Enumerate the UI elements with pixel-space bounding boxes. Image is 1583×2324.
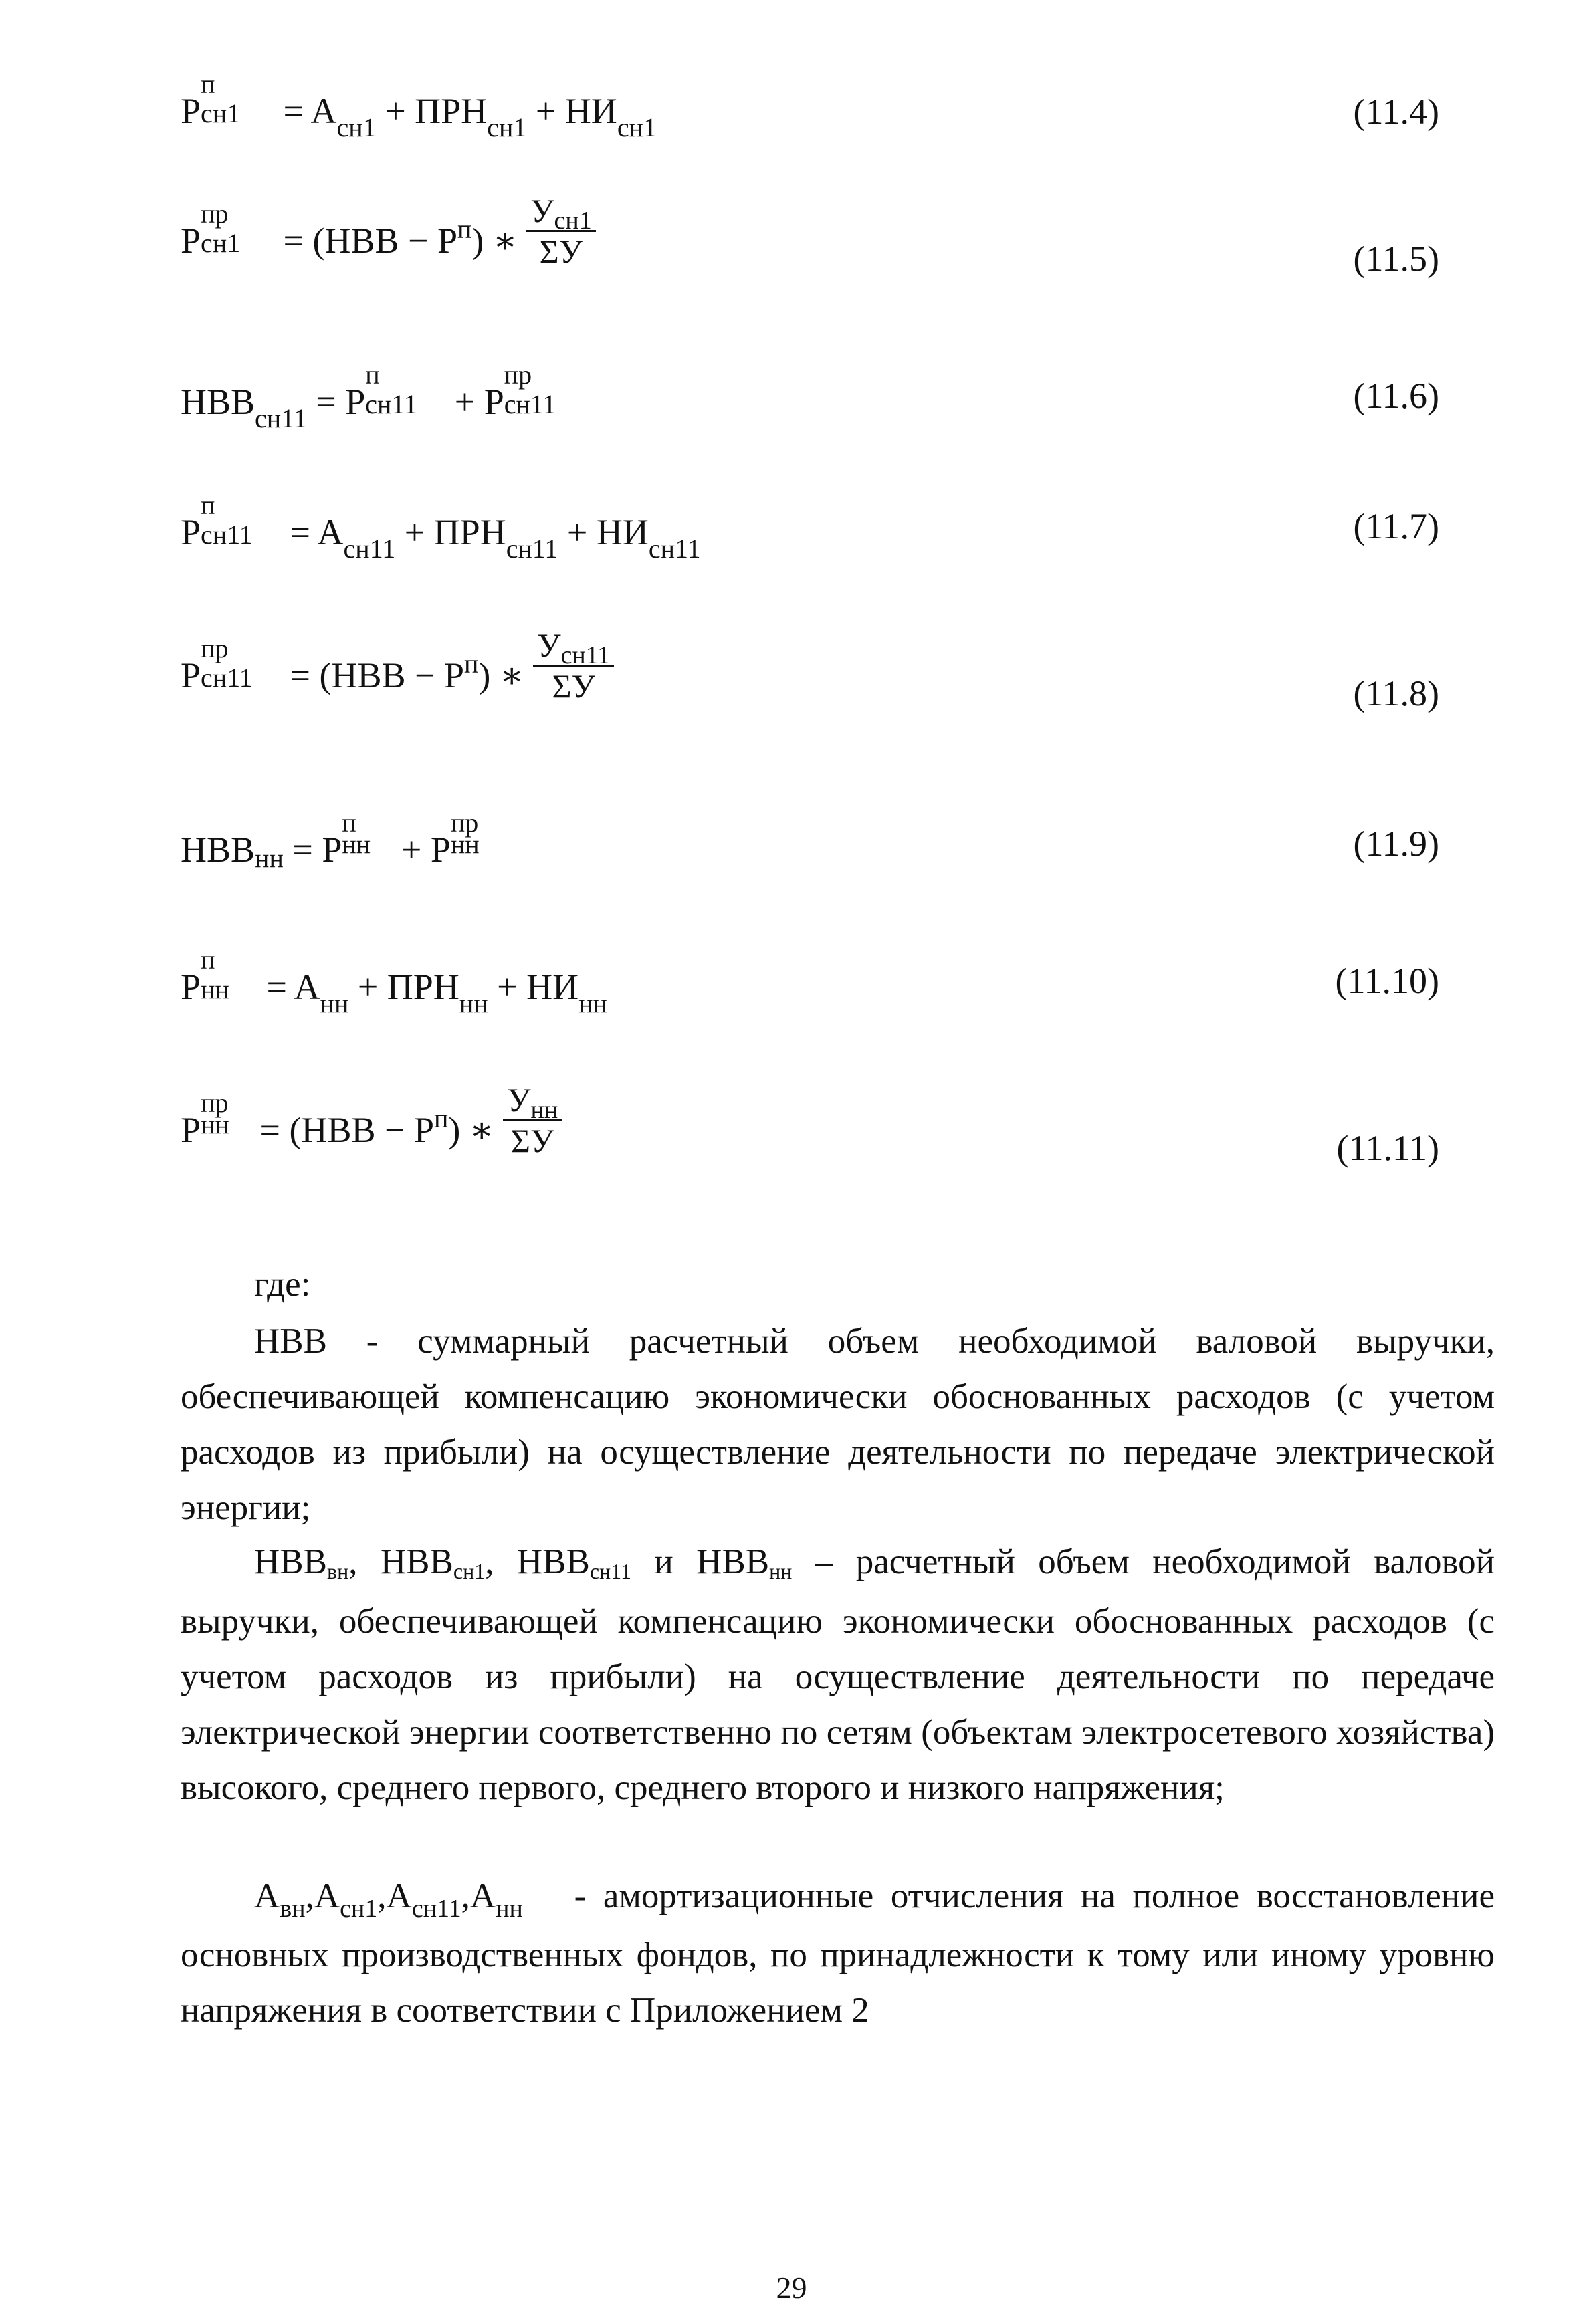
term-nvv: НВВ -: [254, 1322, 379, 1361]
where-label: где:: [254, 1265, 311, 1304]
equation-11-4: P п сн1 = $A_{сн1} + ПРН_{сн1} + НИ_{сн1}$: [181, 69, 657, 142]
equation-11-10: P п нн = $A_{нн} + ПРН_{нн} + НИ_{нн}$: [181, 945, 607, 1018]
paragraph-amortization: [181, 1869, 1495, 2039]
equation-11-6: $НВВ_{сн11} = P$ п сн11 + P пр сн11: [181, 360, 556, 433]
equation-number: (11.5): [1353, 239, 1439, 279]
definition-nvv-levels: расчетный объем необходимой валовой выручки, обеспечивающей компенсацию экономически обоснованных расходов (с учетом расходов из прибыли) на осуществление деятельности по передаче электрической энергии соответственно по сетям (объектам электросетевого хозяйства) высокого, среднего первого, среднего второго и низкого напряжения;: [181, 1542, 1495, 1807]
equation-number: (11.9): [1353, 824, 1439, 864]
equation-number: (11.4): [1353, 92, 1439, 132]
equation-11-9: НВВнн = P п нн + P пр нн: [181, 808, 480, 873]
term-nvv-levels: НВВвн, НВВсн1, НВВсн11 и НВВнн –: [254, 1542, 833, 1583]
equation-11-7: P п сн11 = $A_{сн11} + ПРН_{сн11} + НИ_{сн11}$: [181, 490, 701, 564]
equation-number: (11.8): [1353, 673, 1439, 713]
equation-11-8: P пр сн11 = $(НВВ - P^п)$ ∗ $\frac{У_{сн11}}{\Sigma У}$: [181, 642, 614, 716]
paragraph-nvv-levels: [181, 1534, 1495, 1816]
page-number: 29: [776, 2271, 807, 2305]
equation-number: (11.10): [1335, 961, 1439, 1001]
equation-number: (11.11): [1336, 1128, 1439, 1168]
definition-amortization: амортизационные отчисления на полное восстановление основных производственных фондов, по принадлежности к тому или иному уровню напряжения в соответствии с Приложением 2: [181, 1877, 1495, 2030]
equation-11-11: P пр нн = $(НВВ - P^п)$ ∗ $\frac{У_{нн}}{\Sigma У}$: [181, 1096, 562, 1171]
equation-number: (11.7): [1353, 506, 1439, 546]
term-amortization: $A_{вн},A_{сн1},A_{сн11},A_{нн}$ -: [254, 1877, 603, 1923]
paragraph-nvv: [181, 1314, 1495, 1536]
equation-11-5: P пр сн1 = $(НВВ - P^п)$ ∗ $\frac{У_{сн1}}{\Sigma У}$: [181, 207, 596, 281]
equation-number: (11.6): [1353, 376, 1439, 416]
definition-nvv: суммарный расчетный объем необходимой валовой выручки, обеспечивающей компенсацию экономически обоснованных расходов (с учетом расходов из прибыли) на осуществление деятельности по передаче электрической энергии;: [181, 1322, 1495, 1527]
